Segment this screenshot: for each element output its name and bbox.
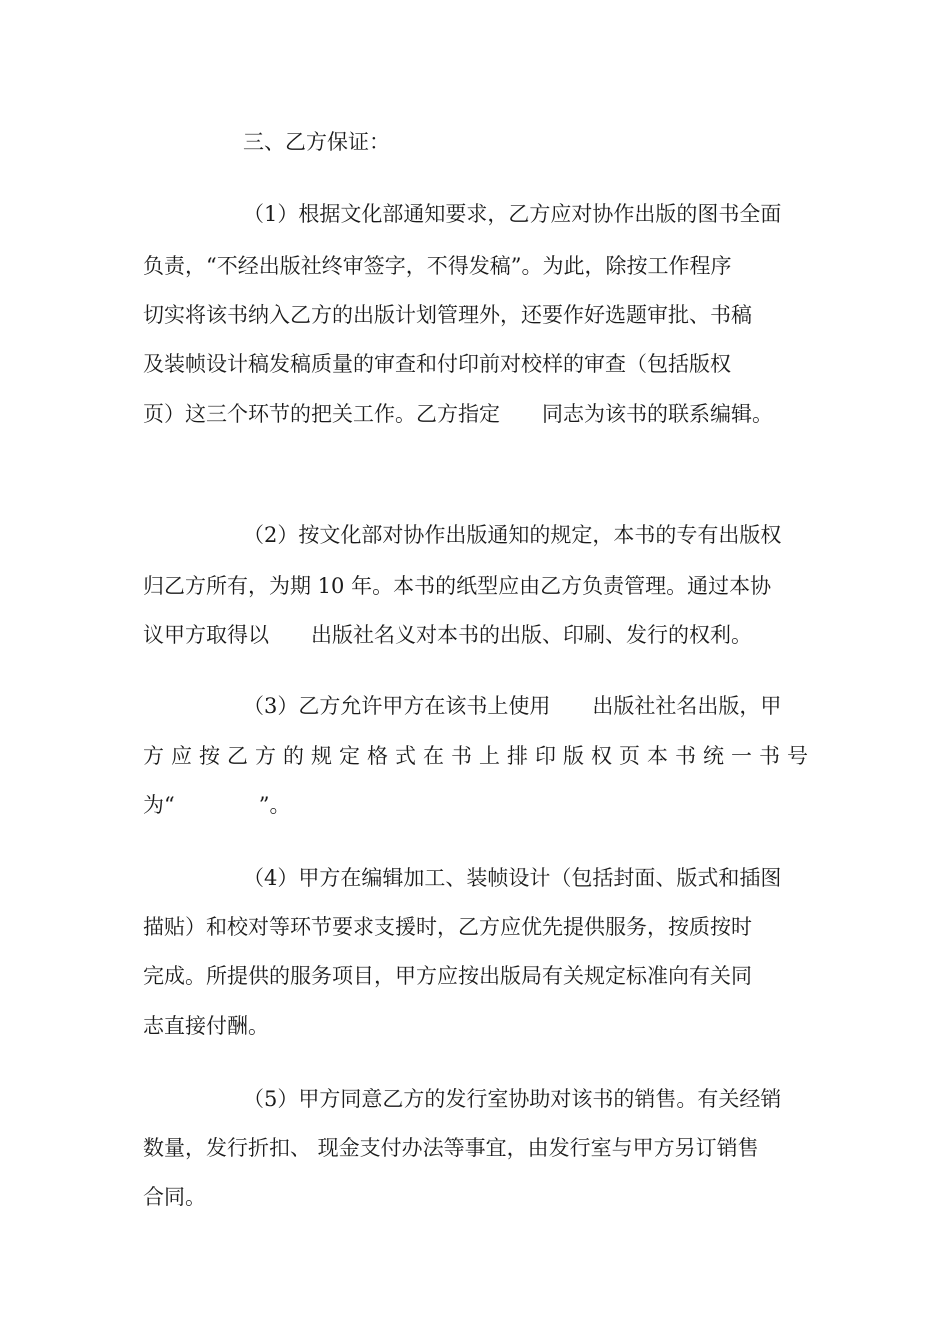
clause-3-line-2: 方 应 按 乙 方 的 规 定 格 式 在 书 上 排 印 版 权 页 本 书 统 一 书 号 <box>143 744 808 768</box>
clause-3-line-1: （3）乙方允许甲方在该书上使用 出版社社名出版，甲 <box>243 694 782 718</box>
clause-2-line-1: （2）按文化部对协作出版通知的规定，本书的专有出版权 <box>243 523 782 547</box>
clause-1-line-5: 页）这三个环节的把关工作。乙方指定 同志为该书的联系编辑。 <box>143 402 773 426</box>
clause-2-line-3: 议甲方取得以 出版社名义对本书的出版、印刷、发行的权利。 <box>143 623 752 647</box>
clause-4-line-1: （4）甲方在编辑加工、装帧设计（包括封面、版式和插图 <box>243 866 782 890</box>
clause-4-line-4: 志直接付酬。 <box>143 1014 269 1038</box>
clause-1-line-2: 负责，“不经出版社终审签字，不得发稿”。为此，除按工作程序 <box>143 254 732 278</box>
clause-3-line-3: 为“ ”。 <box>143 793 291 817</box>
clause-4-line-2: 描贴）和校对等环节要求支援时，乙方应优先提供服务，按质按时 <box>143 915 752 939</box>
section-title: 三、乙方保证： <box>243 130 390 154</box>
clause-5-line-1: （5）甲方同意乙方的发行室协助对该书的销售。有关经销 <box>243 1087 782 1111</box>
clause-5-line-2: 数量，发行折扣、 现金支付办法等事宜，由发行室与甲方另订销售 <box>143 1136 759 1160</box>
clause-1-line-4: 及装帧设计稿发稿质量的审查和付印前对校样的审查（包括版权 <box>143 352 731 376</box>
clause-2-line-2: 归乙方所有，为期 10 年。本书的纸型应由乙方负责管理。通过本协 <box>143 574 772 598</box>
clause-5-line-3: 合同。 <box>143 1185 206 1209</box>
clause-1-line-3: 切实将该书纳入乙方的出版计划管理外，还要作好选题审批、书稿 <box>143 303 752 327</box>
clause-4-line-3: 完成。所提供的服务项目，甲方应按出版局有关规定标准向有关同 <box>143 964 752 988</box>
clause-1-line-1: （1）根据文化部通知要求，乙方应对协作出版的图书全面 <box>243 202 782 226</box>
